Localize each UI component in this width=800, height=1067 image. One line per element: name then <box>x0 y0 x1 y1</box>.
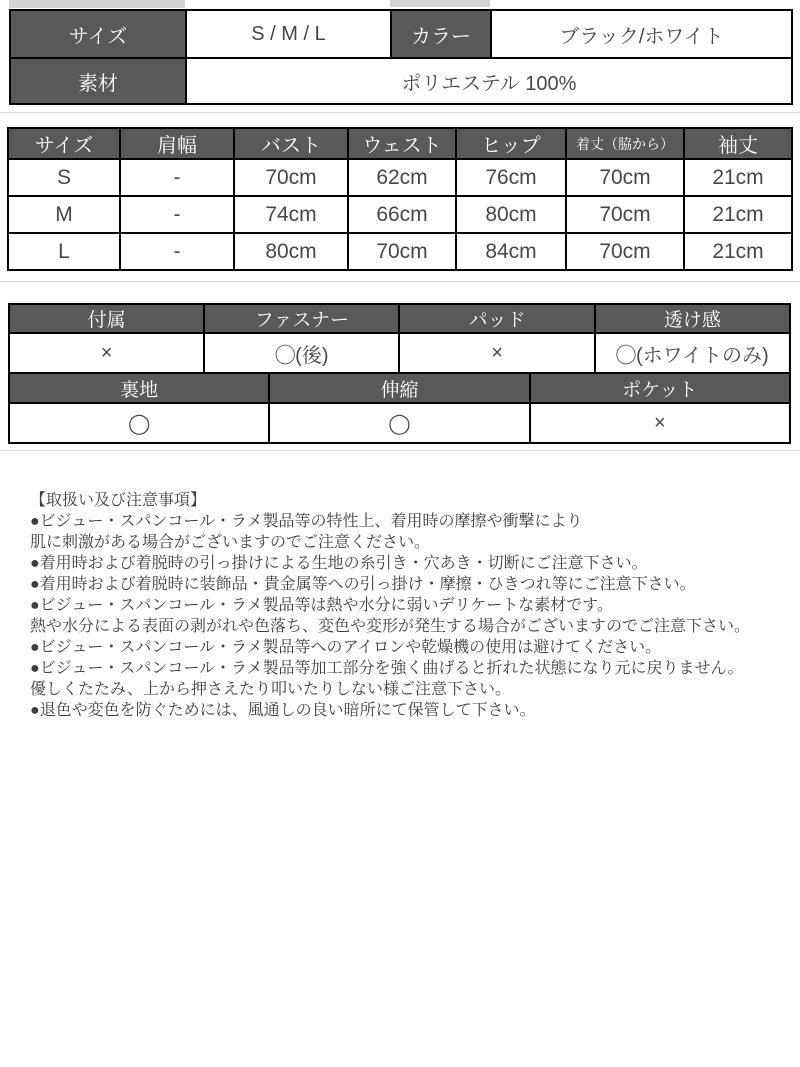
measurement-cell: 80cm <box>456 196 566 233</box>
care-note-line: ●ビジュー・スパンコール・ラメ製品等加工部分を強く曲げると折れた状態になり元に戻りません。 <box>30 660 744 677</box>
measurements-header-row <box>8 128 792 159</box>
care-notes-title: 【取扱い及び注意事項】 <box>30 492 207 509</box>
measurement-cell: M <box>8 196 120 233</box>
measurements-header: サイズ <box>8 128 120 159</box>
measurement-cell: 76cm <box>456 159 566 196</box>
measurement-cell: 70cm <box>566 159 684 196</box>
feature-header: 透け感 <box>595 304 790 333</box>
measurements-header: 肩幅 <box>120 128 234 159</box>
feature-value: × <box>9 333 204 373</box>
spec-color-value: ブラック/ホワイト <box>491 10 792 58</box>
feature-value: ◯ <box>269 403 529 443</box>
care-note-line: ●ビジュー・スパンコール・ラメ製品等は熱や水分に弱いデリケートな素材です。 <box>30 597 613 614</box>
measurement-cell: 70cm <box>566 196 684 233</box>
spec-row-2 <box>10 58 792 104</box>
spec-material-value: ポリエステル 100% <box>186 58 792 104</box>
feature-header: 伸縮 <box>269 373 529 403</box>
measurements-header: 着丈（脇から） <box>566 128 684 159</box>
measurements-table <box>7 127 793 271</box>
measurement-cell: L <box>8 233 120 270</box>
measurement-cell: 21cm <box>684 196 792 233</box>
measurement-cell: - <box>120 233 234 270</box>
care-note-line: 熱や水分による表面の剥がれや色落ち、変色や変形が発生する場合がございますのでご注意下さい。 <box>30 618 751 635</box>
care-note-line: ●ビジュー・スパンコール・ラメ製品等の特性上、着用時の摩擦や衝撃により <box>30 513 583 530</box>
spec-color-header: カラー <box>391 10 491 58</box>
care-note-line: 優しくたたみ、上から押さえたり叩いたりしない様ご注意下さい。 <box>30 681 511 698</box>
measurement-cell: 74cm <box>234 196 348 233</box>
measurement-cell: 84cm <box>456 233 566 270</box>
table-shadow-line <box>0 450 800 451</box>
measurements-row-l <box>8 233 792 270</box>
care-note-line: ●着用時および着脱時に装飾品・貴金属等への引っ掛け・摩擦・ひきつれ等にご注意下さい。 <box>30 576 696 593</box>
table-shadow-line <box>0 112 800 113</box>
features-header-row-1 <box>9 304 790 333</box>
feature-header: ポケット <box>530 373 790 403</box>
measurement-cell: 66cm <box>348 196 456 233</box>
spec-row-1 <box>10 10 792 58</box>
measurement-cell: 21cm <box>684 233 792 270</box>
measurements-header: ヒップ <box>456 128 566 159</box>
care-note-line: ●ビジュー・スパンコール・ラメ製品等へのアイロンや乾燥機の使用は避けてください。 <box>30 639 662 656</box>
care-note-line: ●退色や変色を防ぐためには、風通しの良い暗所にて保管して下さい。 <box>30 702 536 719</box>
feature-value: ◯(後) <box>204 333 399 373</box>
cutoff-row-strip-left <box>9 0 185 8</box>
measurement-cell: 80cm <box>234 233 348 270</box>
measurement-cell: 70cm <box>234 159 348 196</box>
measurement-cell: 21cm <box>684 159 792 196</box>
features-value-row-1 <box>9 333 790 373</box>
measurement-cell: - <box>120 196 234 233</box>
features-table <box>8 303 791 444</box>
measurement-cell: S <box>8 159 120 196</box>
feature-value: ◯(ホワイトのみ) <box>595 333 790 373</box>
care-note-line: 肌に刺激がある場合がございますのでご注意ください。 <box>30 534 431 551</box>
features-value-row-2 <box>9 403 790 443</box>
feature-header: 付属 <box>9 304 204 333</box>
care-notes <box>30 490 780 721</box>
spec-table <box>9 9 793 105</box>
measurements-row-m <box>8 196 792 233</box>
feature-value: ◯ <box>9 403 269 443</box>
feature-value: × <box>530 403 790 443</box>
measurements-header: ウェスト <box>348 128 456 159</box>
spec-size-value: S / M / L <box>186 10 391 58</box>
cutoff-row-strip-right <box>390 0 490 7</box>
feature-header: パッド <box>399 304 594 333</box>
table-shadow-line <box>0 281 800 282</box>
care-note-line: ●着用時および着脱時の引っ掛けによる生地の糸引き・穴あき・切断にご注意下さい。 <box>30 555 648 572</box>
measurement-cell: 70cm <box>566 233 684 270</box>
feature-header: 裏地 <box>9 373 269 403</box>
measurement-cell: 62cm <box>348 159 456 196</box>
measurements-header: 袖丈 <box>684 128 792 159</box>
features-header-row-2 <box>9 373 790 403</box>
measurement-cell: - <box>120 159 234 196</box>
measurement-cell: 70cm <box>348 233 456 270</box>
feature-value: × <box>399 333 594 373</box>
measurements-row-s <box>8 159 792 196</box>
measurements-header: バスト <box>234 128 348 159</box>
spec-size-header: サイズ <box>10 10 186 58</box>
feature-header: ファスナー <box>204 304 399 333</box>
spec-material-header: 素材 <box>10 58 186 104</box>
